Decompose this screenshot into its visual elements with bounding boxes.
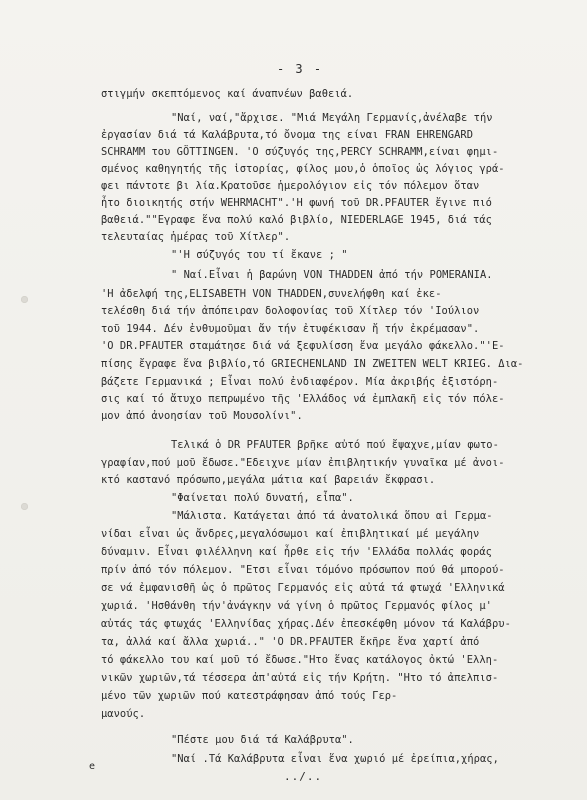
page-number: - 3 -: [276, 62, 324, 76]
text-line: αὐτάς τάς φτωχάς 'Ελληνίδας χήρας.Δέν ἐπεσκέφθη μόνον τά Καλάβρυ-: [101, 618, 511, 630]
text-line: βάζετε Γερμανικά ; Εἶναι πολύ ἐνδιαφέρον. Μία ἀκριβής ἐξιστόρη-: [101, 376, 499, 388]
text-line: 'Ο DR.PFAUTER σταμάτησε διά νά ξεφυλίσση ἕνα μεγάλο φάκελλο."'E-: [101, 340, 505, 352]
text-line: "Ναί .Τά Καλάβρυτα εἶναι ἕνα χωριό μέ ἐρείπια,χήρας,: [171, 753, 499, 765]
text-line: τοῦ 1944. Δέν ἐνθυμοῦμαι ἄν τήν ἐτυφέκισαν ἤ τήν ἐκρέμασαν".: [101, 323, 480, 335]
text-line: σμένος καθηγητής τῆς ἱστορίας, φίλος μου,ὁ ὁποῖος ὡς λόγιος γρά-: [101, 163, 505, 175]
text-line: "Πέστε μου διά τά Καλάβρυτα".: [171, 734, 354, 746]
text-line: μένο τῶν χωριῶν πού κατεστράφησαν ἀπό τούς Γερ-: [101, 690, 398, 702]
text-line: ἦτο διοικητής στήν WEHRMACHT".'Η φωνή τοῦ DR.PFAUTER ἔγινε πιό: [101, 197, 492, 209]
punch-hole-bottom: [21, 503, 28, 510]
text-line: σις καί τό ἄτυχο πεπρωμένο τῆς 'Ελλάδος νά ἐμπλακῆ εἰς τόν πόλε-: [101, 393, 505, 405]
margin-mark: e: [89, 761, 96, 772]
text-line: μον ἀπό ἀνοησίαν τοῦ Μουσολίνι".: [101, 410, 303, 422]
text-line: πρίν ἀπό τόν πόλεμον. "Ετσι εἶναι τόμόνο πρόσωπον πού θά μπορού-: [101, 564, 505, 576]
text-line: "Φαίνεται πολύ δυνατή, εἶπα".: [171, 492, 354, 504]
text-line: φει πάντοτε βι λία.Κρατοῦσε ἡμερολόγιον εἰς τόν πόλεμον ὅταν: [101, 180, 480, 192]
text-line: 'Η ἀδελφή της,ELISABETH VON THADDEN,συνελήφθη καί ἐκε-: [101, 288, 442, 300]
text-line: Τελικά ὁ DR PFAUTER βρῆκε αὐτό πού ἔψαχνε,μίαν φωτο-: [171, 439, 499, 451]
text-line: γραφίαν,πού μοῦ ἔδωσε."Εδειχνε μίαν ἐπιβλητικήν γυναῖκα μέ ἀνοι-: [101, 457, 505, 469]
text-line: κτό καστανό πρόσωπο,μεγάλα μάτια καί βαρειάν ἔκφρασι.: [101, 474, 436, 486]
text-line: σε νά ἐμφανισθῆ ὡς ὁ πρῶτος Γερμανός εἰς αὐτά τά φτωχά 'Ελληνικά: [101, 582, 505, 594]
text-line: " Ναί.Εἶναι ἡ βαρώνη VON THADDEN ἀπό τήν POMERANIA.: [171, 269, 493, 281]
text-line: τελέσθη διά τήν ἀπόπειραν δολοφονίας τοῦ Χίτλερ τόν 'Ιούλιον: [101, 305, 480, 317]
text-line: τα, ἀλλά καί ἄλλα χωριά.." 'Ο DR.PFAUTER ἔκῆρε ἕνα χαρτί ἀπό: [101, 636, 480, 648]
text-line: "Μάλιστα. Κατάγεται ἀπό τά ἀνατολικά ὅπου αἱ Γερμα-: [171, 510, 493, 522]
text-line: SCHRAMM του GÖTTINGEN. 'Ο σύζυγός της,PERCY SCHRAMM,είναι φημι-: [101, 146, 499, 158]
text-line: χωριά. 'Ησθάνθη τήν'ἀνάγκην νά γίνη ὁ πρῶτος Γερμανός φίλος μ': [101, 600, 492, 612]
text-line: δύναμιν. Εἶναι φιλέλληνη καί ἦρθε εἰς τήν 'Ελλάδα πολλάς φοράς: [101, 546, 492, 558]
text-line: νίδαι εἶναι ὡς ἄνδρες,μεγαλόσωμοι καί ἐπιβλητικαί μέ μεγάλην: [101, 528, 480, 540]
text-line: τό φάκελλο του καί μοῦ τό ἔδωσε."Ητο ἕνας κατάλογος ὀκτώ 'Ελλη-: [101, 654, 499, 666]
continuation-marker: ../..: [284, 770, 323, 783]
text-line: ἐργασίαν διά τά Καλάβρυτα,τό ὄνομα της είναι FRAN EHRENGARD: [101, 129, 474, 141]
text-line: νικῶν χωριῶν,τά τέσσερα ἀπ'αὐτά εἰς τήν Κρήτη. "Ητο τό ἀπελπισ-: [101, 672, 499, 684]
text-line: πίσης ἔγραφε ἕνα βιβλίο,τό GRIECHENLAND IN ZWEITEN WELT KRIEG. Δια-: [101, 358, 524, 370]
punch-hole-top: [21, 296, 28, 303]
text-line: τελευταίας ἡμέρας τοῦ Χίτλερ".: [101, 231, 291, 243]
text-line: "'Η σύζυγός του τί ἔκανε ; ": [171, 249, 348, 261]
text-line: βαθειά.""Εγραφε ἕνα πολύ καλό βιβλίο, NIEDERLAGE 1945, διά τάς: [101, 214, 492, 226]
text-line: στιγμήν σκεπτόμενος καί άναπνέων βαθειά.: [101, 88, 354, 100]
text-line: "Ναί, ναί,"ἄρχισε. "Μιά Μεγάλη Γερμανίς,ἀνέλαβε τήν: [171, 112, 493, 124]
text-line: μανούς.: [101, 708, 146, 720]
